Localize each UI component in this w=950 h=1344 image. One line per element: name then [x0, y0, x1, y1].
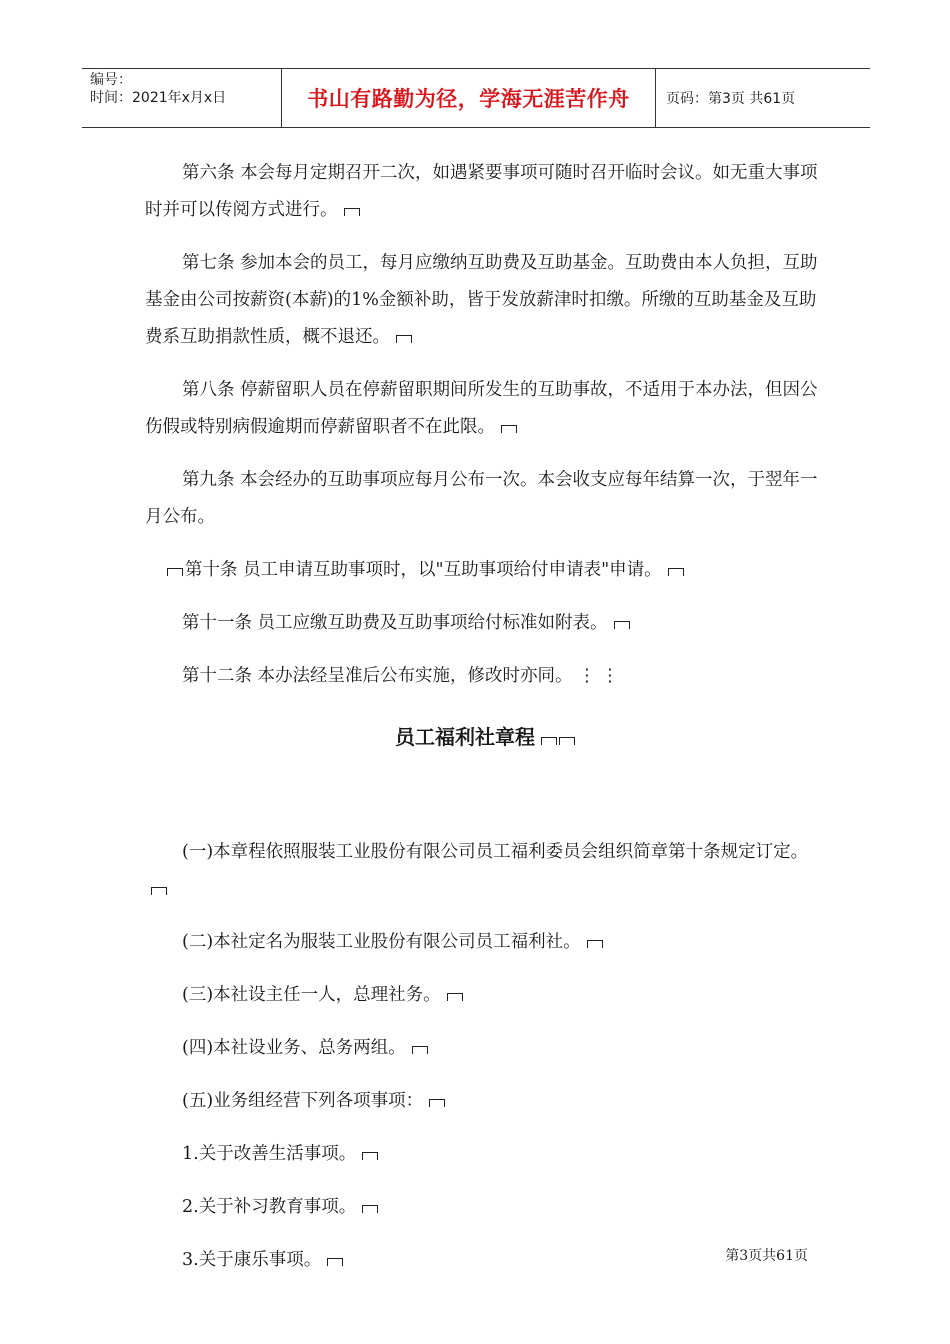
return-mark-icon	[412, 1046, 428, 1054]
article-6: 第六条 本会每月定期召开二次，如遇紧要事项可随时召开临时会议。如无重大事项时并可以传阅方式进行。	[145, 163, 818, 220]
article-11: 第十一条 员工应缴互助费及互助事项给付标准如附表。	[145, 605, 825, 642]
return-mark-icon	[614, 621, 630, 629]
header-motto: 书山有路勤为径，学海无涯苦作舟	[282, 69, 656, 127]
return-mark-icon	[344, 208, 360, 216]
page-footer: 第3页共61页	[725, 1248, 808, 1264]
time-label: 时间：2021年x月x日	[90, 90, 227, 106]
article-10: 第十条 员工申请互助事项时，以"互助事项给付申请表"申请。	[145, 552, 825, 589]
article-12: 第十二条 本办法经呈准后公布实施，修改时亦同。 ⋮ ⋮	[182, 666, 619, 686]
article-8: 第八条 停薪留职人员在停薪留职期间所发生的互助事故，不适用于本办法，但因公伤假或特别病假逾期而停薪留职者不在此限。	[145, 380, 818, 437]
serial-label: 编号：	[90, 72, 132, 88]
return-mark-icon	[362, 1152, 378, 1160]
item-3: 3.关于康乐事项。	[145, 1242, 825, 1279]
return-mark-icon	[541, 737, 557, 745]
return-mark-icon	[668, 568, 684, 576]
article-7: 第七条 参加本会的员工，每月应缴纳互助费及互助基金。互助费由本人负担，互助基金由公司按薪资(本薪)的1%金额补助，皆于发放薪津时扣缴。所缴的互助基金及互助费系互助捐款性质，概不退还。	[145, 253, 818, 347]
clause-4: (四)本社设业务、总务两组。	[145, 1030, 825, 1067]
article-9: 第九条 本会经办的互助事项应每月公布一次。本会收支应每年结算一次，于翌年一月公布。	[145, 470, 818, 527]
item-1: 1.关于改善生活事项。	[145, 1136, 825, 1173]
return-mark-icon	[501, 425, 517, 433]
header-page-label: 页码：第3页 共61页	[666, 91, 796, 107]
return-mark-icon	[587, 940, 603, 948]
page-header	[82, 68, 870, 128]
section-title: 员工福利社章程	[145, 719, 825, 756]
return-mark-icon	[362, 1205, 378, 1213]
clause-2: (二)本社定名为服装工业股份有限公司员工福利社。	[145, 924, 825, 961]
return-mark-icon	[151, 887, 167, 895]
clause-5: (五)业务组经营下列各项事项：	[145, 1083, 825, 1120]
clause-1: (一)本章程依照服装工业股份有限公司员工福利委员会组织简章第十条规定订定。	[145, 834, 825, 908]
return-mark-icon	[559, 737, 575, 745]
return-mark-icon	[447, 993, 463, 1001]
clause-3: (三)本社设主任一人，总理社务。	[145, 977, 825, 1014]
header-meta	[82, 69, 282, 127]
return-mark-icon	[429, 1099, 445, 1107]
return-mark-icon	[396, 335, 412, 343]
return-mark-icon	[327, 1258, 343, 1266]
return-mark-icon	[167, 568, 183, 576]
item-2: 2.关于补习教育事项。	[145, 1189, 825, 1226]
document-body	[145, 155, 825, 1295]
